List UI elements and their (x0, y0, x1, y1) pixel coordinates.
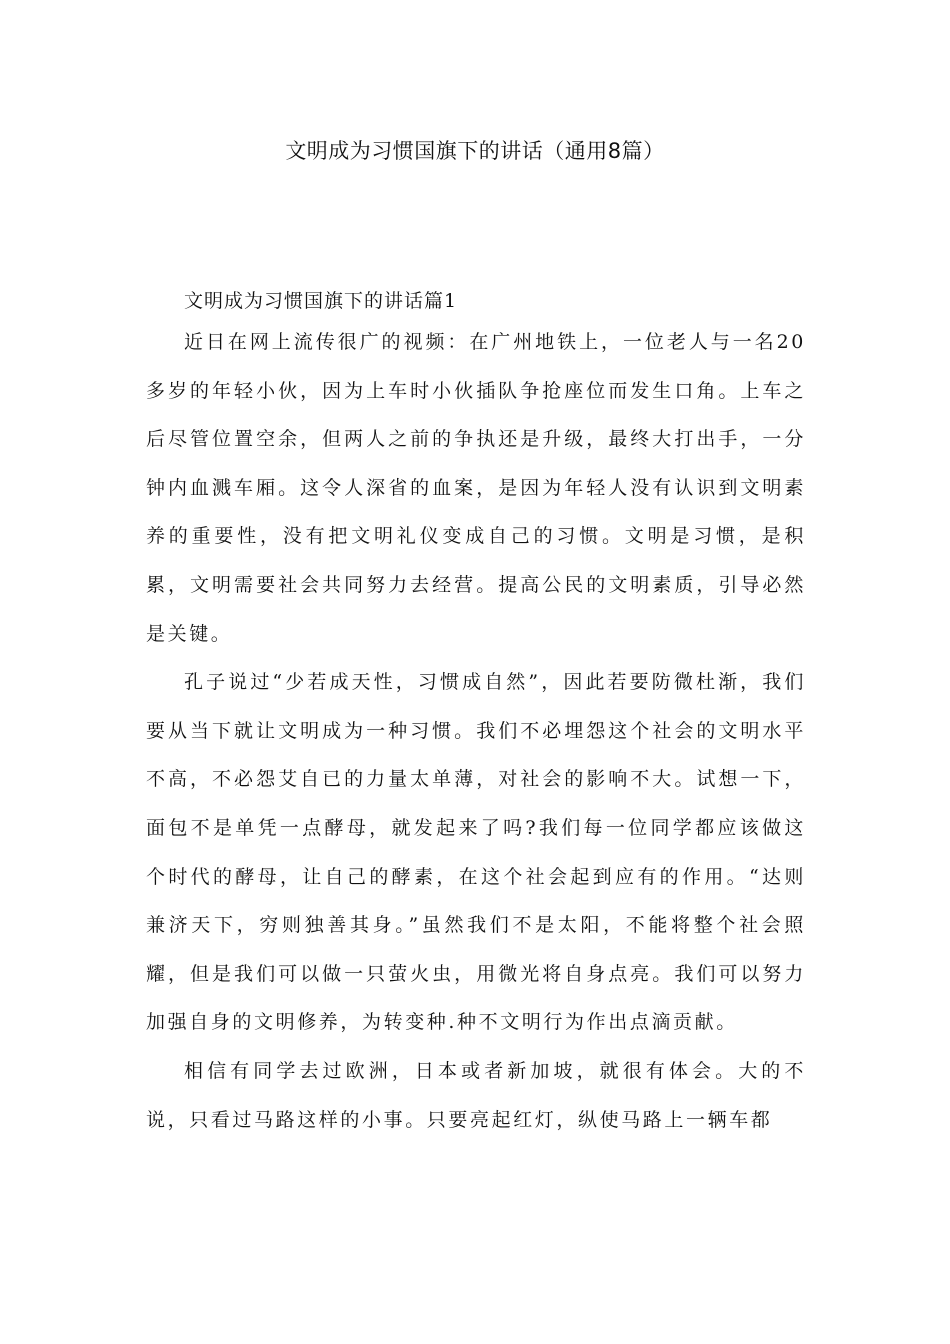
section-heading: 文明成为习惯国旗下的讲话篇1 (184, 290, 458, 312)
document-body (146, 286, 806, 1144)
document-title: 文明成为习惯国旗下的讲话（通用8篇） (285, 139, 665, 163)
paragraph-1: 近日在网上流传很广的视频：在广州地铁上，一位老人与一名20多岁的年轻小伙，因为上车时小伙插队争抢座位而发生口角。上车之后尽管位置空余，但两人之前的争执还是升级，最终大打出手，一分钟内血溅车厢。这令人深省的血案，是因为年轻人没有认识到文明素养的重要性，没有把文明礼仪变成自己的习惯。文明是习惯，是积累，文明需要社会共同努力去经营。提高公民的文明素质，引导必然是关键。 (146, 331, 806, 645)
paragraph-3: 相信有同学去过欧洲，日本或者新加坡，就很有体会。大的不说，只看过马路这样的小事。只要亮起红灯，纵使马路上一辆车都 (146, 1059, 806, 1131)
paragraph-2: 孔子说过“少若成天性，习惯成自然”，因此若要防微杜渐，我们要从当下就让文明成为一种习惯。我们不必埋怨这个社会的文明水平不高，不必怨艾自已的力量太单薄，对社会的影响不大。试想一下，面包不是单凭一点酵母，就发起来了吗?我们每一位同学都应该做这个时代的酵母，让自己的酵素，在这个社会起到应有的作用。“达则兼济天下，穷则独善其身。”虽然我们不是太阳，不能将整个社会照耀，但是我们可以做一只萤火虫，用微光将自身点亮。我们可以努力加强自身的文明修养，为转变种.种不文明行为作出点滴贡献。 (146, 671, 806, 1034)
